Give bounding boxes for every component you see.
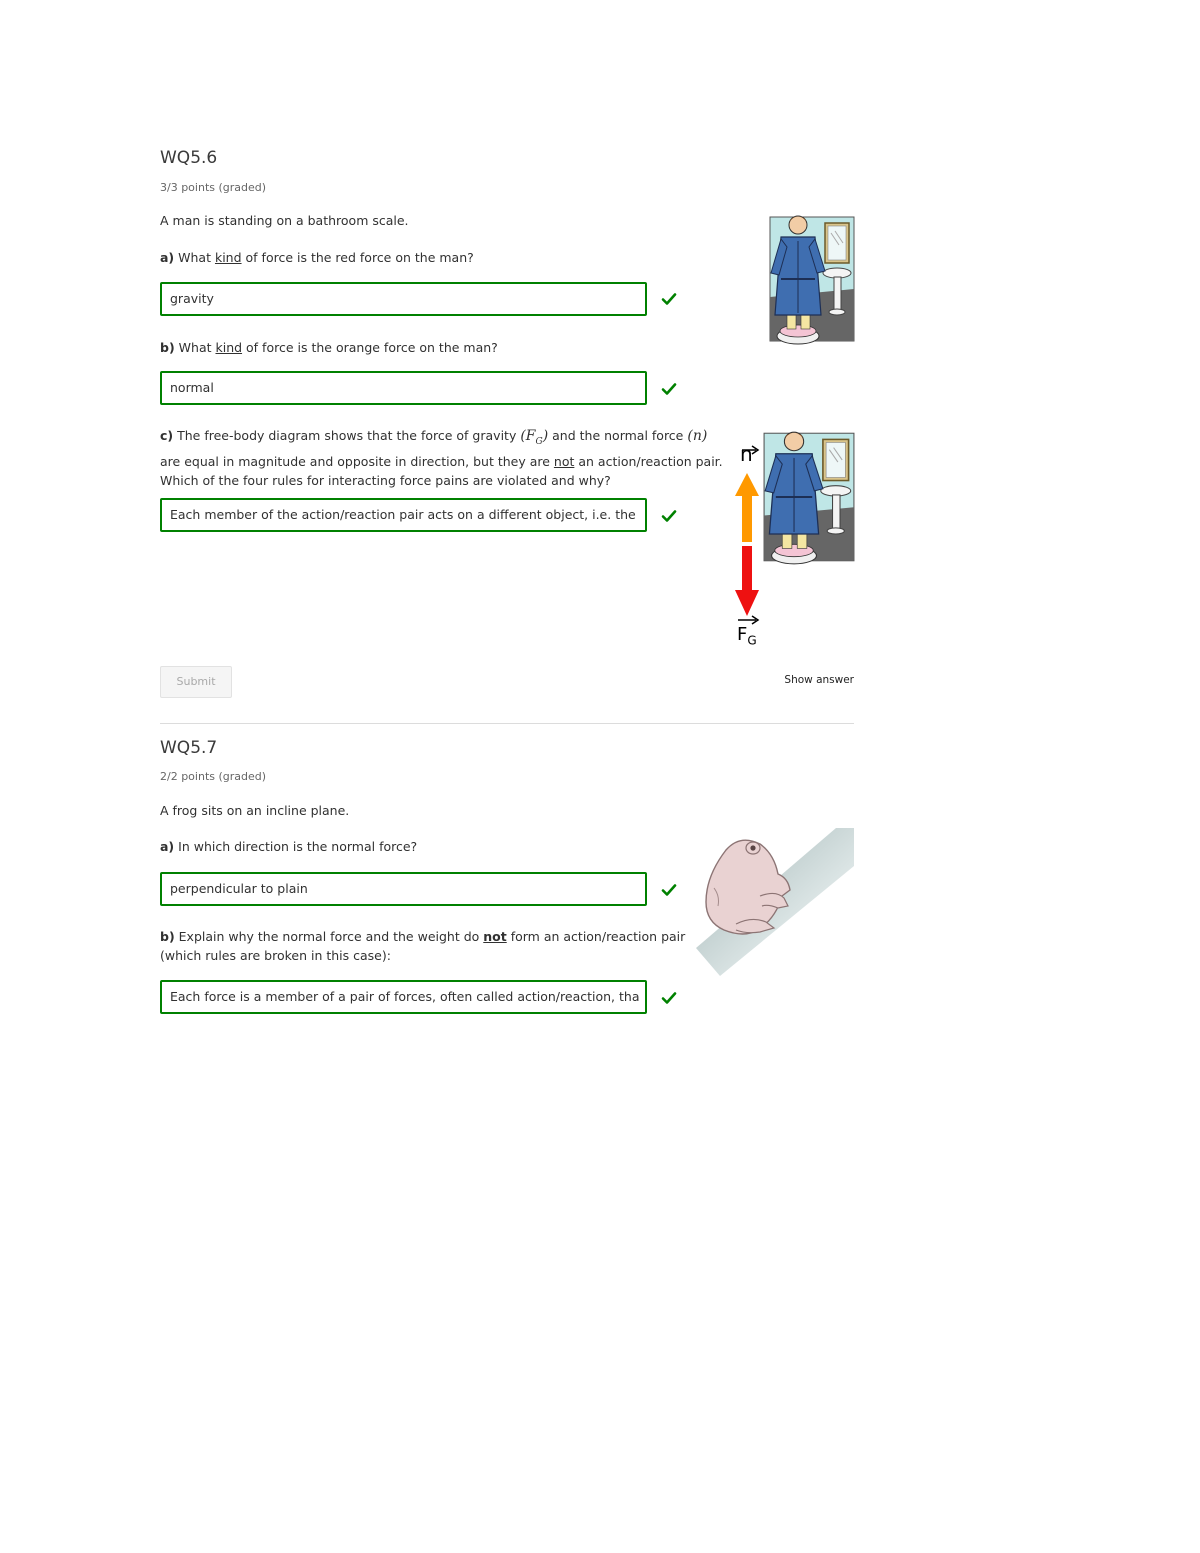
emphasis-text: not	[483, 929, 507, 944]
gravity-force-label: $F_G$	[737, 624, 757, 648]
emphasis-text: kind	[214, 250, 242, 265]
question-text: Which of the four rules for interacting force pains are violated and why?	[160, 472, 611, 488]
answer-input-b-wq57[interactable]: Each force is a member of a pair of forces, often called action/reaction, tha	[160, 980, 647, 1014]
question-text: Explain why the normal force and the weight do	[178, 929, 484, 944]
checkmark-icon	[661, 882, 677, 898]
problem-points-wq56: 3/3 points (graded)	[160, 181, 267, 194]
question-text: (which rules are broken in this case):	[160, 948, 391, 963]
question-text: an action/reaction pair.	[574, 453, 723, 469]
man-on-scale-diagram-image	[763, 425, 855, 569]
question-prefix: a)	[160, 839, 175, 854]
checkmark-icon	[661, 381, 677, 397]
question-prefix: c)	[160, 428, 174, 443]
question-text: and the normal force	[548, 428, 688, 443]
emphasis-text: not	[553, 453, 575, 469]
question-text: The free-body diagram shows that the force of gravity	[177, 428, 521, 443]
frog-on-incline-image	[696, 826, 856, 978]
question-text: of force is the red force on the man?	[241, 250, 474, 265]
question-text: In which direction is the normal force?	[178, 839, 418, 854]
normal-force-label: n	[740, 442, 753, 466]
problem-intro-wq56: A man is standing on a bathroom scale.	[160, 213, 409, 228]
section-divider	[160, 723, 854, 724]
math-fg: $(F_G)$	[520, 428, 549, 447]
answer-input-c-wq56[interactable]: Each member of the action/reaction pair acts on a different object, i.e. the	[160, 498, 647, 532]
question-a-wq57	[160, 837, 417, 856]
free-body-diagram	[730, 440, 766, 652]
question-a-wq56	[160, 248, 474, 267]
problem-intro-wq57: A frog sits on an incline plane.	[160, 803, 350, 818]
emphasis-text: kind	[215, 340, 243, 355]
question-b-wq57	[160, 927, 700, 965]
question-prefix: b)	[160, 929, 175, 944]
answer-input-a-wq56[interactable]: gravity	[160, 282, 647, 316]
man-on-scale-image	[769, 209, 855, 349]
submit-button[interactable]: Submit	[160, 666, 232, 698]
checkmark-icon	[661, 508, 677, 524]
problem-points-wq57: 2/2 points (graded)	[160, 770, 267, 783]
checkmark-icon	[661, 291, 677, 307]
question-text: are equal in magnitude and opposite in direction, but they are	[160, 453, 554, 469]
checkmark-icon	[661, 990, 677, 1006]
question-prefix: a)	[160, 250, 175, 265]
math-n: (n)	[687, 428, 708, 444]
answer-input-a-wq57[interactable]: perpendicular to plain	[160, 872, 647, 906]
question-text: What	[178, 340, 216, 355]
question-c-wq56	[160, 426, 730, 490]
question-text: What	[178, 250, 215, 265]
problem-title-wq56: WQ5.6	[160, 148, 218, 168]
question-text: form an action/reaction pair	[506, 929, 686, 944]
question-b-wq56	[160, 338, 498, 357]
question-text: of force is the orange force on the man?	[242, 340, 498, 355]
show-answer-link[interactable]: Show answer	[784, 674, 854, 686]
question-prefix: b)	[160, 340, 175, 355]
answer-input-b-wq56[interactable]: normal	[160, 371, 647, 405]
problem-title-wq57: WQ5.7	[160, 738, 218, 758]
